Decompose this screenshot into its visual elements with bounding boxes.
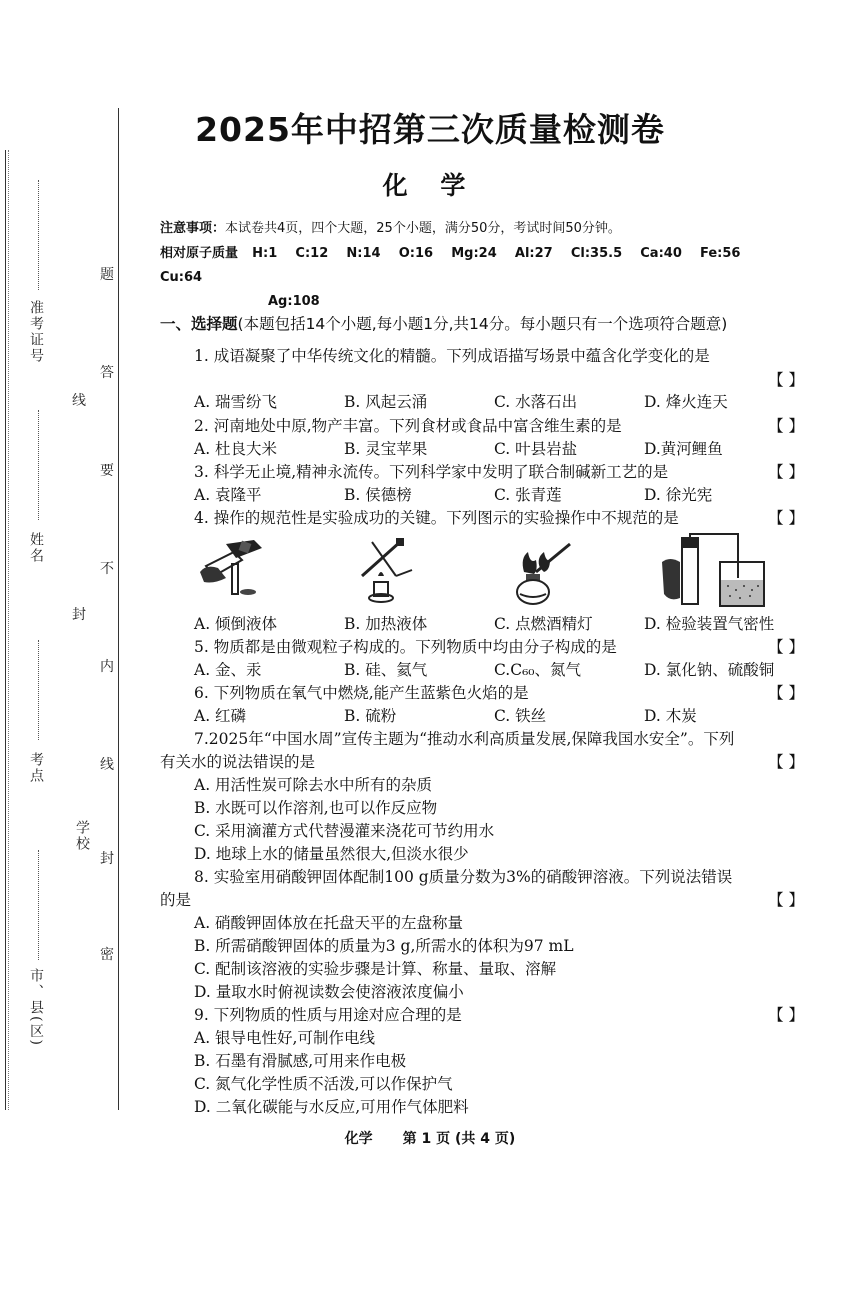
option-a: A. 硝酸钾固体放在托盘天平的左盘称量 [194,914,464,932]
question-3-options [194,483,794,505]
question-9-stem: 9. 下列物质的性质与用途对应合理的是 [194,1006,462,1024]
option-c: C. 铁丝 [494,707,547,725]
option-d: D. 地球上水的储量虽然很大,但淡水很少 [194,845,469,863]
mass-item: Cu:64 [160,270,203,285]
option-b: B. 水既可以作溶剂,也可以作反应物 [194,799,438,817]
option-d: D. 烽火连天 [644,393,728,411]
option-a: A. 用活性炭可除去水中所有的杂质 [194,776,433,794]
option-a: A. 红磷 [194,707,247,725]
binding-dotted-line [8,150,9,1110]
option-b: B. 所需硝酸钾固体的质量为3 g,所需水的体积为97 mL [194,937,574,955]
option-d: D. 量取水时俯视读数会使溶液浓度偏小 [194,983,464,1001]
atomic-mass-line [160,242,810,314]
question-4-options [194,612,794,634]
seal-word: 不 [100,561,114,577]
footer-page: 第 1 页 (共 4 页) [402,1131,516,1147]
airtightness-check-illustration [660,532,772,610]
option-a: A. 金、汞 [194,661,262,679]
mass-item: Mg:24 [451,246,497,261]
option-d: D. 检验装置气密性 [644,615,775,633]
seal-word-mid: 封 [72,607,86,623]
option-b: B. 风起云涌 [344,393,428,411]
question-7-stem: 7.2025年“中国水周”宣传主题为“推动水利高质量发展,保障我国水安全”。下列 [194,730,735,748]
section-label: 一、选择题 [160,315,238,333]
notice-label: 注意事项： [160,221,226,236]
mass-item: C:12 [295,246,329,261]
light-alcohol-lamp-illustration [500,538,574,608]
section-heading [160,312,727,334]
option-a: A. 倾倒液体 [194,615,278,633]
answer-bracket: 【 】 [768,463,804,481]
option-c: C. 采用滴灌方式代替漫灌来浇花可节约用水 [194,822,495,840]
option-d: D. 徐光宪 [644,486,713,504]
pour-liquid-illustration [196,538,268,608]
notice-text: 本试卷共4页，四个大题，25个小题，满分50分，考试时间50分钟。 [225,221,621,236]
seal-word-mid: 线 [72,393,86,409]
site-label: 考点 [28,752,44,784]
site-blank [38,640,39,740]
option-c: C. 点燃酒精灯 [494,615,593,633]
seal-word: 内 [100,659,114,675]
question-4-stem: 4. 操作的规范性是实验成功的关键。下列图示的实验操作中不规范的是 [194,509,679,527]
question-8-stem: 8. 实验室用硝酸钾固体配制100 g质量分数为3%的硝酸钾溶液。下列说法错误 [194,868,733,886]
answer-bracket: 【 】 [768,1006,804,1024]
option-b: B. 硫粉 [344,707,397,725]
name-blank [38,410,39,520]
option-d: D. 木炭 [644,707,697,725]
option-c: C. 配制该溶液的实验步骤是计算、称量、量取、溶解 [194,960,557,978]
mass-item: Ca:40 [640,246,682,261]
question-8-stem-cont: 的是 [160,891,192,909]
question-7-stem-cont: 有关水的说法错误的是 [160,753,316,771]
question-3-stem: 3. 科学无止境,精神永流传。下列科学家中发明了联合制碱新工艺的是 [194,463,669,481]
exam-title: 2025年中招第三次质量检测卷 [195,110,665,149]
mass-item: Cl:35.5 [570,246,623,261]
answer-bracket: 【 】 [768,684,804,702]
question-6-stem: 6. 下列物质在氧气中燃烧,能产生蓝紫色火焰的是 [194,684,529,702]
subject-title: 化 学 [382,171,478,200]
question-2-stem: 2. 河南地处中原,物产丰富。下列食材或食品中富含维生素的是 [194,417,622,435]
school-label: 学校 [74,820,90,852]
mass-item: Al:27 [514,246,553,261]
option-d: D.黄河鲤鱼 [644,440,723,458]
question-2-options [194,437,794,459]
city-blank [38,850,39,960]
option-b: B. 硅、氦气 [344,661,428,679]
seal-word: 密 [100,947,114,963]
option-a: A. 杜良大米 [194,440,278,458]
mass-item: O:16 [398,246,434,261]
heat-liquid-illustration [352,536,426,608]
option-b: B. 石墨有滑腻感,可用来作电极 [194,1052,407,1070]
mass-item: Fe:56 [700,246,741,261]
answer-bracket: 【 】 [768,638,804,656]
seal-word: 答 [100,365,114,381]
answer-bracket: 【 】 [768,417,804,435]
seal-line [118,108,119,1110]
seal-word: 要 [100,463,114,479]
city-label: 市、县(区) [28,968,44,1047]
option-c: C. 水落石出 [494,393,578,411]
mass-item: Ag:108 [268,294,320,309]
answer-bracket: 【 】 [768,891,804,909]
section-desc: (本题包括14个小题,每小题1分,共14分。每小题只有一个选项符合题意) [237,315,728,333]
seal-word: 封 [100,851,114,867]
question-1-stem: 1. 成语凝聚了中华传统文化的精髓。下列成语描写场景中蕴含化学变化的是 [194,347,710,365]
question-5-stem: 5. 物质都是由微观粒子构成的。下列物质中均由分子构成的是 [194,638,617,656]
question-5-options [194,658,794,680]
binding-line-outer [5,150,6,1110]
option-b: B. 灵宝苹果 [344,440,428,458]
option-a: A. 袁隆平 [194,486,262,504]
option-d: D. 二氧化碳能与水反应,可用作气体肥料 [194,1098,469,1116]
exam-id-label: 准考证号 [28,300,44,364]
seal-word: 线 [100,757,114,773]
option-c: C. 氮气化学性质不活泼,可以作保护气 [194,1075,453,1093]
option-c: C. 叶县岩盐 [494,440,578,458]
option-b: B. 加热液体 [344,615,428,633]
answer-bracket: 【 】 [768,509,804,527]
option-c: C. 张青莲 [494,486,562,504]
option-a: A. 银导电性好,可制作电线 [194,1029,375,1047]
footer-subject: 化学 [344,1131,373,1147]
option-d: D. 氯化钠、硫酸铜 [644,661,775,679]
answer-bracket: 【 】 [768,753,804,771]
option-a: A. 瑞雪纷飞 [194,393,278,411]
mass-item: N:14 [346,246,381,261]
option-c: C.C₆₀、氮气 [494,661,582,679]
seal-word: 题 [100,267,114,283]
question-6-options [194,704,794,726]
option-b: B. 侯德榜 [344,486,412,504]
mass-item: H:1 [252,246,278,261]
mass-label: 相对原子质量 [160,246,239,261]
page-footer [0,1128,860,1148]
name-label: 姓名 [28,532,44,564]
notice-line [160,216,621,242]
answer-bracket: 【 】 [768,371,804,389]
question-1-options [194,390,794,412]
